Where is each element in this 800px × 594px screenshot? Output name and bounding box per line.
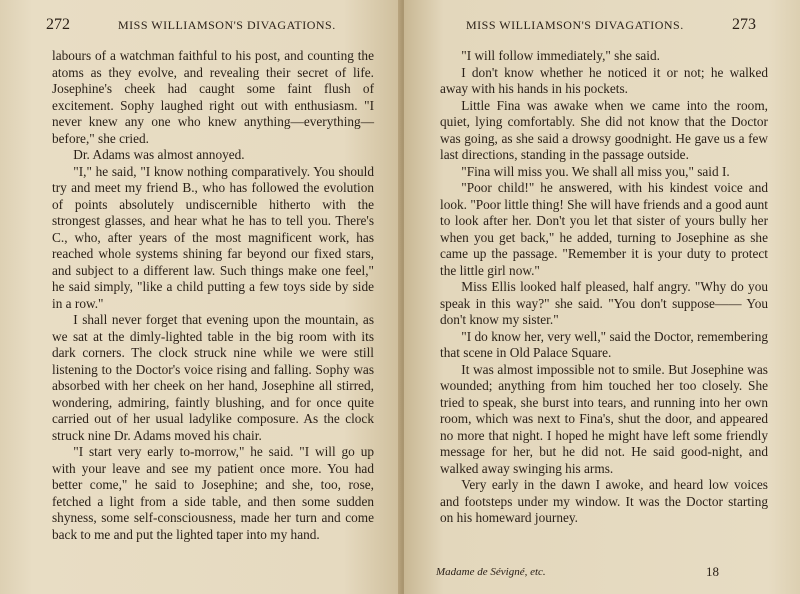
page-footer xyxy=(436,566,736,578)
paragraph: Very early in the dawn I awoke, and heard low voices and footsteps under my window. It was the Doctor starting on his homeward journey. xyxy=(440,477,768,525)
paragraph: "I do know her, very well," said the Doctor, remembering that scene in Old Palace Square. xyxy=(440,328,768,360)
left-running-head: MISS WILLIAMSON'S DIVAGATIONS. xyxy=(118,18,336,32)
paragraph: "I start very early to-morrow," he said. "I will go up with your leave and see my patient once more. You had better come," he said to Josephine; and she, too, rose, fetched a light from a side table, and then some sudden shyness, some self-consciousness, made her turn and come back to me and put the lighted taper into my hand. xyxy=(52,444,374,542)
right-page-text xyxy=(440,48,768,527)
paragraph: Little Fina was awake when we came into the room, quiet, lying comfortably. She did not know that the Doctor was going, as she said a drowsy goodnight. He gave us a few last directions, standing in the passage outside. xyxy=(440,97,768,162)
paragraph: "I will follow immediately," she said. xyxy=(461,48,660,63)
signature-mark: 18 xyxy=(706,564,719,579)
right-page-number: 273 xyxy=(732,16,756,33)
paragraph: "I," he said, "I know nothing comparatively. You should try and meet my friend B., who has followed the evolution of points absolutely undiscernible hitherto with the strongest glasses, and hear what he has to tell you. There's C., who, after years of the most magnificent work, has reached whole systems shining far beyond our fixed stars, and subject to a different law. Such things make one feel," he said simply, "like a child putting a few toys side by side in a row." xyxy=(52,163,374,311)
paragraph: It was almost impossible not to smile. But Josephine was wounded; anything from him touched her too closely. She tried to speak, she burst into tears, and running into her own room, which was next to Fina's, shut the door, and appeared no more that night. I hoped he might have left some friendly message for her, but he did not. He said good-night, and walked away swinging his arms. xyxy=(440,361,768,476)
left-page-number: 272 xyxy=(46,16,70,33)
paragraph: I shall never forget that evening upon the mountain, as we sat at the dimly-lighted table in the big room with its dark corners. The clock struck nine while we were still listening to the Doctor's voice rising and falling. Sophy was absorbed with her cheek on her hand, Josephine all stirred, wondering, admiring, faintly blushing, and for once quite carried out of her usual ladylike composure. As the clock struck nine Dr. Adams moved his chair. xyxy=(52,312,374,443)
right-running-head: MISS WILLIAMSON'S DIVAGATIONS. xyxy=(466,18,684,32)
footer-text: Madame de Sévigné, etc. xyxy=(436,566,546,578)
paragraph: Miss Ellis looked half pleased, half angry. "Why do you speak in this way?" she said. "You don't suppose—— You don't know my sister." xyxy=(440,279,768,327)
left-page-text xyxy=(52,48,374,543)
paragraph: "Poor child!" he answered, with his kindest voice and look. "Poor little thing! She will have friends and a good aunt to look after her. Don't you let that sister of yours bully her when you get back," he added, turning to Josephine as she came up the passage. "Remember it is your duty to protect the little girl now." xyxy=(440,180,768,278)
paragraph: "Fina will miss you. We shall all miss you," said I. xyxy=(461,163,730,179)
paragraph: Dr. Adams was almost annoyed. xyxy=(73,147,245,162)
paragraph: I don't know whether he noticed it or not; he walked away with his hands in his pockets. xyxy=(440,64,768,96)
paragraph: labours of a watchman faithful to his post, and counting the atoms as they evolve, and revealing their secret of life. Josephine's cheek had caught some faint flush of excitement. Sophy laughed right out with enthusiasm. "I never knew any one who knew anything—everything—before," she cried. xyxy=(52,48,374,146)
right-page xyxy=(404,0,800,594)
